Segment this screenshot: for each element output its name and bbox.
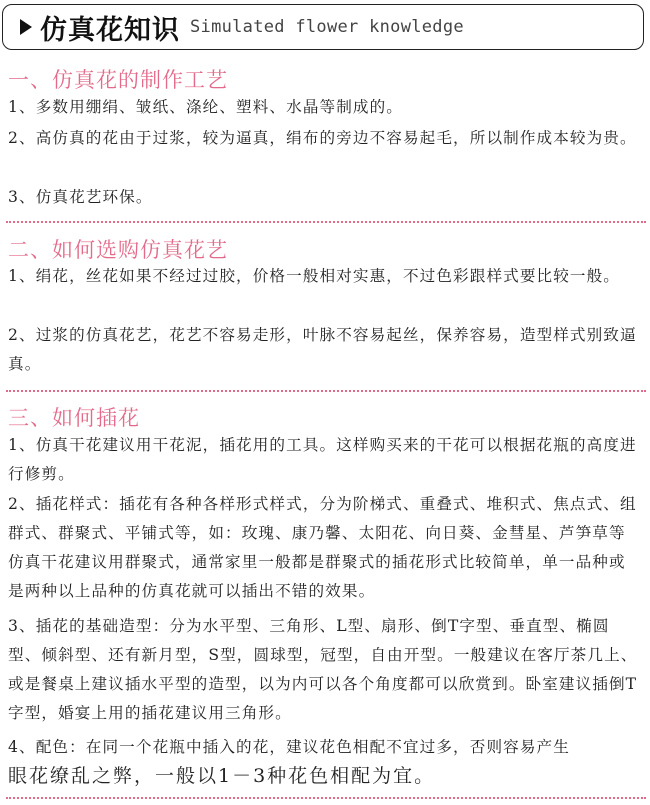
- dotted-divider: [6, 390, 646, 392]
- paragraph: [8, 733, 640, 792]
- paragraph: 3、仿真花艺环保。: [8, 188, 153, 206]
- section-title: 一、仿真花的制作工艺: [8, 68, 228, 92]
- section-title: 三、如何插花: [8, 406, 140, 430]
- paragraph-head: 4、配色：在同一个花瓶中插入的花，建议花色相配不宜过多，否则容易产生: [8, 738, 570, 756]
- paragraph: 1、多数用绷绢、皱纸、涤纶、塑料、水晶等制成的。: [8, 98, 403, 116]
- paragraph: 3、插花的基础造型：分为水平型、三角形、L型、扇形、倒T字型、垂直型、椭圆型、倾斜型、还有新月型，S型，圆球型，冠型，自由开型。一般建议在客厅茶几上、或是餐桌上建议插水平型的造型，以为内可以各个角度都可以欣赏到。卧室建议插倒T字型，婚宴上用的插花建议用三角形。: [8, 617, 638, 722]
- paragraph: 2、插花样式：插花有各种各样形式样式，分为阶梯式、重叠式、堆积式、焦点式、组群式、群聚式、平铺式等，如：玫瑰、康乃馨、太阳花、向日葵、金彗星、芦笋草等仿真干花建议用群聚式，通常家里一般都是群聚式的插花形式比较简单，单一品种或是两种以上品种的仿真花就可以插出不错的效果。: [8, 495, 637, 600]
- header-banner: [2, 4, 644, 50]
- page-subtitle: Simulated flower knowledge: [190, 17, 464, 37]
- section-title: 二、如何选购仿真花艺: [8, 238, 228, 262]
- dotted-divider: [6, 221, 646, 223]
- page-title: 仿真花知识: [40, 14, 180, 46]
- paragraph: 2、高仿真的花由于过浆，较为逼真，绢布的旁边不容易起毛，所以制作成本较为贵。: [8, 129, 637, 147]
- paragraph: 1、绢花，丝花如果不经过过胶，价格一般相对实惠，不过色彩跟样式要比较一般。: [8, 267, 620, 285]
- paragraph: 1、仿真干花建议用干花泥，插花用的工具。这样购买来的干花可以根据花瓶的高度进行修剪。: [8, 436, 637, 483]
- triangle-bullet-icon: [20, 19, 32, 35]
- paragraph-tail: 眼花缭乱之弊，一般以1－3种花色相配为宜。: [8, 765, 436, 787]
- dotted-divider: [6, 797, 646, 799]
- paragraph: 2、过浆的仿真花艺，花艺不容易走形，叶脉不容易起丝，保养容易，造型样式别致逼真。: [8, 326, 637, 373]
